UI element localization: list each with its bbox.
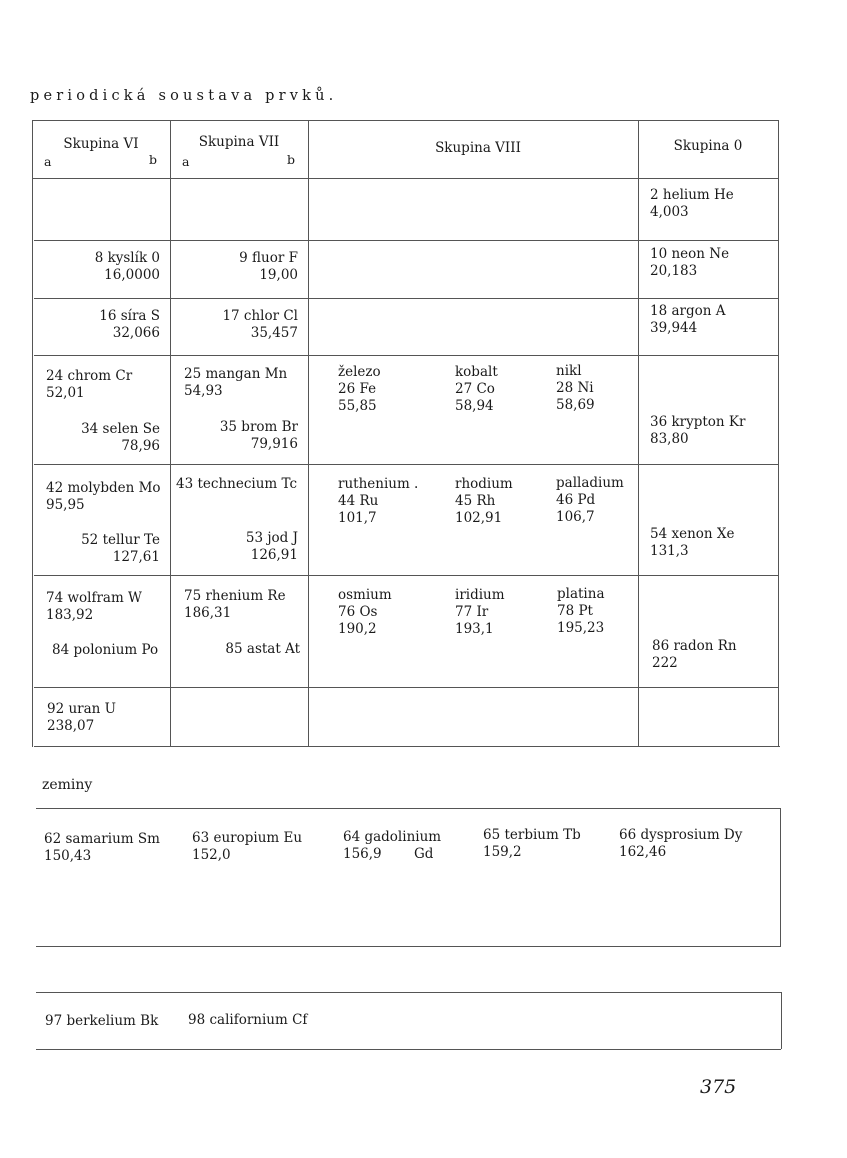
element-cell-tb [483, 827, 581, 861]
element-cell-sm [44, 831, 160, 865]
atomic-mass: 58,94 [455, 398, 494, 414]
element-cell-eu [192, 830, 302, 864]
header-group-vii: Skupina VII [198, 134, 280, 150]
element-cell-dy [619, 827, 742, 861]
element-cell-ne [650, 246, 729, 280]
element-cell-mo [46, 480, 161, 514]
element-symbol: 26 Fe [338, 381, 377, 397]
element-symbol: 76 Os [338, 604, 378, 620]
element-name: 75 rhenium Re [184, 588, 286, 604]
element-name: 24 chrom Cr [46, 368, 133, 384]
header-group-0: Skupina 0 [673, 138, 743, 154]
col-divider [170, 120, 171, 747]
atomic-mass: 238,07 [47, 718, 95, 734]
atomic-mass: 32,066 [112, 325, 160, 341]
element-cell-f [239, 250, 298, 284]
element-cell-ir [455, 587, 505, 638]
element-cell-cl [222, 308, 298, 342]
header-group-vi: Skupina VI [63, 136, 139, 152]
element-name: 52 tellur Te [81, 532, 160, 548]
atomic-mass: 79,916 [250, 436, 298, 452]
element-name: 35 brom Br [219, 419, 298, 435]
element-cell-mn [184, 366, 287, 400]
table-top-border [32, 120, 778, 121]
table-top-border [36, 992, 781, 993]
element-name: 65 terbium Tb [483, 827, 581, 843]
element-name: 18 argon A [650, 303, 726, 319]
element-symbol: 77 Ir [455, 604, 489, 620]
element-cell-at [225, 641, 300, 658]
element-cell-kr [650, 414, 745, 448]
page-title: periodická soustava prvků. [30, 88, 338, 104]
element-name: 85 astat At [225, 641, 300, 657]
table-bottom-border [36, 946, 781, 947]
element-name: 42 molybden Mo [46, 480, 161, 496]
element-cell-xe [650, 526, 734, 560]
atomic-mass: 39,944 [650, 320, 698, 336]
atomic-mass: 126,91 [250, 547, 298, 563]
atomic-mass: 222 [652, 655, 678, 671]
element-cell-bk: 97 berkelium Bk [45, 1013, 159, 1029]
element-cell-ru [338, 476, 418, 527]
element-name: 74 wolfram W [46, 590, 142, 606]
element-cell-rh [455, 476, 513, 527]
table-right-border [781, 992, 782, 1049]
table-right-border [780, 808, 781, 946]
element-name: 2 helium He [650, 187, 734, 203]
element-name: 25 mangan Mn [184, 366, 288, 382]
table-top-border [36, 808, 781, 809]
element-symbol: 46 Pd [556, 492, 596, 508]
atomic-mass: 20,183 [650, 263, 698, 279]
table-bottom-border [36, 1049, 781, 1050]
atomic-mass: 55,85 [338, 398, 377, 414]
element-name: 62 samarium Sm [44, 831, 160, 847]
element-cell-re [184, 588, 286, 622]
element-cell-ar [650, 303, 725, 337]
element-symbol: 45 Rh [455, 493, 496, 509]
element-name: 10 neon Ne [650, 246, 730, 262]
element-name: ruthenium . [338, 476, 419, 492]
atomic-mass-row [343, 846, 441, 863]
header-subgroup-b: b [287, 152, 296, 167]
atomic-mass: 101,7 [338, 510, 377, 526]
atomic-mass: 106,7 [556, 509, 595, 525]
element-name: kobalt [455, 364, 498, 380]
header-subgroup-b: b [149, 152, 158, 167]
element-name: 84 polonium Po [52, 642, 159, 658]
element-name: nikl [556, 363, 582, 379]
atomic-mass: 54,93 [184, 383, 223, 399]
atomic-mass: 52,01 [46, 385, 85, 401]
element-name: rhodium [455, 476, 513, 492]
atomic-mass: 156,9 [343, 846, 382, 862]
atomic-mass: 193,1 [455, 621, 494, 637]
atomic-mass: 19,00 [259, 267, 298, 283]
element-symbol: Gd [413, 846, 434, 862]
element-cell-he [650, 187, 734, 221]
page-number: 375 [700, 1076, 737, 1098]
element-cell-rn [652, 638, 737, 672]
element-name: 54 xenon Xe [650, 526, 735, 542]
rare-earths-label: zeminy [42, 777, 93, 793]
header-group-viii: Skupina VIII [435, 140, 521, 156]
element-name: osmium [338, 587, 392, 603]
atomic-mass: 78,96 [121, 438, 160, 454]
element-cell-os [338, 587, 392, 638]
table-left-border [32, 120, 33, 747]
element-name: 17 chlor Cl [222, 308, 298, 324]
table-right-border [778, 120, 779, 747]
element-name: 16 síra S [99, 308, 160, 324]
element-name: 66 dysprosium Dy [619, 827, 743, 843]
element-cell-j [246, 530, 298, 564]
table-bottom-border [34, 746, 780, 747]
col-divider [308, 120, 309, 747]
element-name: 8 kyslík 0 [94, 250, 160, 266]
header-divider [32, 178, 778, 179]
atomic-mass: 102,91 [455, 510, 503, 526]
atomic-mass: 35,457 [250, 325, 298, 341]
element-name: 64 gadolinium [343, 829, 442, 845]
element-cell-ni [556, 363, 595, 414]
element-symbol: 78 Pt [557, 603, 593, 619]
element-symbol: 27 Co [455, 381, 495, 397]
row-divider [34, 575, 778, 576]
atomic-mass: 16,0000 [104, 267, 160, 283]
element-name: 43 technecium Tc [176, 476, 298, 492]
element-name: 53 jod J [245, 530, 298, 546]
element-cell-fe [338, 364, 381, 415]
element-symbol: 44 Ru [338, 493, 379, 509]
row-divider [34, 240, 778, 241]
element-cell-s [99, 308, 160, 342]
element-cell-se [81, 421, 160, 455]
atomic-mass: 95,95 [46, 497, 85, 513]
atomic-mass: 83,80 [650, 431, 689, 447]
element-cell-w [46, 590, 142, 624]
element-cell-pd [556, 475, 624, 526]
atomic-mass: 127,61 [112, 549, 160, 565]
element-cell-br [220, 419, 298, 453]
element-name: 92 uran U [47, 701, 117, 717]
atomic-mass: 186,31 [184, 605, 232, 621]
element-name: platina [557, 586, 605, 602]
element-name: 86 radon Rn [652, 638, 737, 654]
element-cell-cf: 98 californium Cf [188, 1012, 308, 1028]
header-subgroup-a: a [182, 154, 190, 169]
element-name: 63 europium Eu [192, 830, 303, 846]
element-cell-gd [343, 829, 441, 863]
atomic-mass: 4,003 [650, 204, 689, 220]
element-cell-tc [176, 476, 297, 493]
row-divider [34, 355, 778, 356]
element-name: 36 krypton Kr [650, 414, 746, 430]
element-name: palladium [556, 475, 624, 491]
atomic-mass: 152,0 [192, 847, 231, 863]
element-name: 34 selen Se [81, 421, 160, 437]
atomic-mass: 58,69 [556, 397, 595, 413]
atomic-mass: 159,2 [483, 844, 522, 860]
header-subgroup-a: a [44, 154, 52, 169]
element-cell-u [47, 701, 116, 735]
row-divider [34, 298, 778, 299]
element-name: iridium [455, 587, 505, 603]
atomic-mass: 131,3 [650, 543, 689, 559]
element-symbol: 28 Ni [556, 380, 594, 396]
element-cell-pt [557, 586, 605, 637]
atomic-mass: 195,23 [557, 620, 605, 636]
element-cell-te [81, 532, 160, 566]
col-divider [638, 120, 639, 747]
element-cell-po [52, 642, 158, 659]
element-cell-co [455, 364, 498, 415]
element-cell-o [95, 250, 160, 284]
element-name: 9 fluor F [239, 250, 298, 266]
atomic-mass: 190,2 [338, 621, 377, 637]
row-divider [34, 687, 778, 688]
element-cell-cr [46, 368, 132, 402]
atomic-mass: 150,43 [44, 848, 92, 864]
atomic-mass: 162,46 [619, 844, 667, 860]
element-name: železo [338, 364, 381, 380]
atomic-mass: 183,92 [46, 607, 94, 623]
row-divider [34, 464, 778, 465]
